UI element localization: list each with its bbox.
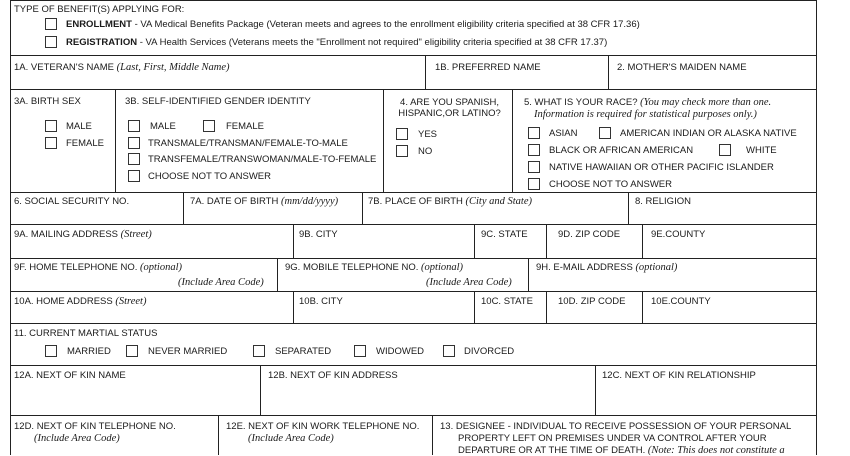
divider <box>608 55 609 89</box>
mailing-county-field[interactable] <box>651 229 705 240</box>
mailing-city-field[interactable] <box>299 229 338 240</box>
gender-transmale-label: TRANSMALE/TRANSMAN/FEMALE-TO-MALE <box>148 138 348 149</box>
gender-no-answer-checkbox[interactable] <box>128 170 140 182</box>
widowed-label: WIDOWED <box>376 346 425 357</box>
race-label-line1 <box>524 97 771 108</box>
birth-sex-female-label: FEMALE <box>66 138 105 149</box>
home-county-field[interactable] <box>651 296 711 307</box>
mobile-telephone-label: 9G. MOBILE TELEPHONE NO. <box>285 262 419 273</box>
divider <box>10 365 816 366</box>
next-of-kin-relationship-field[interactable] <box>602 370 756 381</box>
race-aian-label: AMERICAN INDIAN OR ALASKA NATIVE <box>620 128 797 139</box>
home-zip-field[interactable] <box>558 296 625 307</box>
mailing-zip-field[interactable] <box>558 229 620 240</box>
religion-field[interactable] <box>635 196 691 207</box>
divider <box>10 258 816 259</box>
divider <box>293 291 294 323</box>
mobile-telephone-hint: (Include Area Code) <box>426 277 512 288</box>
divider <box>10 224 816 225</box>
divider <box>362 192 363 224</box>
divorced-label: DIVORCED <box>464 346 515 357</box>
designee-label-line1: 13. DESIGNEE - INDIVIDUAL TO RECEIVE POSSESSION OF YOUR PERSONAL <box>440 421 792 432</box>
gender-identity-label: 3B. SELF-IDENTIFIED GENDER IDENTITY <box>125 96 311 107</box>
divider <box>512 89 513 192</box>
veteran-name-hint: (Last, First, Middle Name) <box>116 62 230 73</box>
divider <box>432 415 433 455</box>
divider <box>425 55 426 89</box>
race-no-answer-label: CHOOSE NOT TO ANSWER <box>549 179 672 190</box>
designee-label-line3 <box>458 445 785 456</box>
widowed-checkbox[interactable] <box>354 345 366 357</box>
divider <box>474 224 475 258</box>
race-no-answer-checkbox[interactable] <box>528 178 540 190</box>
place-of-birth-label: 7B. PLACE OF BIRTH <box>368 196 463 207</box>
divider <box>528 258 529 291</box>
dob-hint: (mm/dd/yyyy) <box>280 196 339 207</box>
divider <box>10 192 816 193</box>
race-label: 5. WHAT IS YOUR RACE? <box>524 97 638 108</box>
enrollment-checkbox[interactable] <box>45 18 57 30</box>
enrollment-description: - VA Medical Benefits Package (Veteran meets and agrees to the enrollment eligibility criteria specified at 38 CFR 17.36) <box>131 19 640 30</box>
race-asian-label: ASIAN <box>549 128 578 139</box>
divider <box>115 89 116 192</box>
mobile-telephone-field[interactable] <box>285 262 463 273</box>
gender-transfemale-checkbox[interactable] <box>128 153 140 165</box>
place-of-birth-field[interactable] <box>368 196 532 207</box>
never-married-checkbox[interactable] <box>126 345 138 357</box>
gender-transmale-checkbox[interactable] <box>128 137 140 149</box>
race-nhpi-checkbox[interactable] <box>528 161 540 173</box>
place-of-birth-hint: (City and State) <box>465 196 532 207</box>
divider <box>10 291 816 292</box>
next-of-kin-relationship-label: 12C. NEXT OF KIN RELATIONSHIP <box>602 370 756 381</box>
home-telephone-hint: (Include Area Code) <box>178 277 264 288</box>
race-asian-checkbox[interactable] <box>528 127 540 139</box>
home-state-field[interactable] <box>481 296 533 307</box>
next-of-kin-name-field[interactable] <box>14 370 126 381</box>
gender-female-label: FEMALE <box>226 121 265 132</box>
home-telephone-label: 9F. HOME TELEPHONE NO. <box>14 262 138 273</box>
divider <box>642 224 643 258</box>
divider <box>10 55 816 56</box>
home-city-label: 10B. CITY <box>299 296 343 307</box>
birth-sex-male-checkbox[interactable] <box>45 120 57 132</box>
separated-label: SEPARATED <box>275 346 332 357</box>
email-label: 9H. E-MAIL ADDRESS <box>536 262 633 273</box>
divider <box>546 291 547 323</box>
spanish-no-checkbox[interactable] <box>396 145 408 157</box>
divider <box>10 89 816 90</box>
next-of-kin-address-field[interactable] <box>268 370 398 381</box>
veteran-name-field[interactable] <box>14 62 230 73</box>
race-hint-2: Information is required for statistical purposes only.) <box>534 109 757 120</box>
mailing-address-hint: (Street) <box>120 229 152 240</box>
spanish-label-line1: 4. ARE YOU SPANISH, <box>400 97 499 108</box>
married-label: MARRIED <box>67 346 111 357</box>
spanish-label-line2: HISPANIC,OR LATINO? <box>398 108 501 119</box>
email-optional: (optional) <box>635 262 678 273</box>
home-address-field[interactable] <box>14 296 146 307</box>
divider <box>628 192 629 224</box>
divider <box>218 415 219 455</box>
next-of-kin-telephone-field[interactable] <box>14 421 176 432</box>
registration-description: - VA Health Services (Veterans meets the "Enrollment not required" eligibility criteria specified at 38 CFR 17.37) <box>137 37 608 48</box>
race-hint-1: (You may check more than one. <box>640 97 772 108</box>
race-aian-checkbox[interactable] <box>599 127 611 139</box>
married-checkbox[interactable] <box>45 345 57 357</box>
mailing-county-label: 9E.COUNTY <box>651 229 706 240</box>
gender-transfemale-label: TRANSFEMALE/TRANSWOMAN/MALE-TO-FEMALE <box>148 154 377 165</box>
home-address-hint: (Street) <box>115 296 147 307</box>
divider <box>10 323 816 324</box>
enrollment-option <box>66 19 640 30</box>
gender-male-label: MALE <box>150 121 176 132</box>
divider <box>383 89 384 192</box>
mailing-state-field[interactable] <box>481 229 528 240</box>
enrollment-label: ENROLLMENT <box>66 19 132 30</box>
email-field[interactable] <box>536 262 677 273</box>
preferred-name-label: 1B. PREFERRED NAME <box>435 62 541 73</box>
mailing-state-label: 9C. STATE <box>481 229 528 240</box>
race-white-label: WHITE <box>746 145 777 156</box>
benefit-type-title: TYPE OF BENEFIT(S) APPLYING FOR: <box>14 4 185 15</box>
registration-label: REGISTRATION <box>66 37 138 48</box>
ssn-label: 6. SOCIAL SECURITY NO. <box>14 196 130 207</box>
designee-label-line2: PROPERTY LEFT ON PREMISES UNDER VA CONTROL AFTER YOUR <box>458 433 767 444</box>
race-white-checkbox[interactable] <box>719 144 731 156</box>
race-nhpi-label: NATIVE HAWAIIAN OR OTHER PACIFIC ISLANDER <box>549 162 774 173</box>
home-county-label: 10E.COUNTY <box>651 296 711 307</box>
next-of-kin-work-telephone-field[interactable] <box>226 421 419 432</box>
divider <box>277 258 278 291</box>
race-black-label: BLACK OR AFRICAN AMERICAN <box>549 145 694 156</box>
next-of-kin-name-label: 12A. NEXT OF KIN NAME <box>14 370 126 381</box>
mobile-telephone-optional: (optional) <box>421 262 464 273</box>
divider <box>474 291 475 323</box>
home-state-label: 10C. STATE <box>481 296 533 307</box>
mailing-zip-label: 9D. ZIP CODE <box>558 229 621 240</box>
divider <box>293 224 294 258</box>
divider <box>183 192 184 224</box>
mailing-address-field[interactable] <box>14 229 152 240</box>
birth-sex-label: 3A. BIRTH SEX <box>14 96 81 107</box>
mailing-address-label: 9A. MAILING ADDRESS <box>14 229 119 240</box>
spanish-yes-checkbox[interactable] <box>396 128 408 140</box>
spanish-yes-label: YES <box>418 129 438 140</box>
next-of-kin-telephone-label: 12D. NEXT OF KIN TELEPHONE NO. <box>14 421 176 432</box>
divider <box>260 365 261 415</box>
veteran-name-label: 1A. VETERAN'S NAME <box>14 62 115 73</box>
religion-label: 8. RELIGION <box>635 196 691 207</box>
registration-option <box>66 37 607 48</box>
mothers-maiden-name-field[interactable] <box>617 62 747 73</box>
separated-checkbox[interactable] <box>253 345 265 357</box>
mothers-maiden-name-label: 2. MOTHER'S MAIDEN NAME <box>617 62 747 73</box>
home-address-label: 10A. HOME ADDRESS <box>14 296 113 307</box>
next-of-kin-work-telephone-hint: (Include Area Code) <box>248 433 334 444</box>
spanish-no-label: NO <box>418 146 433 157</box>
registration-checkbox[interactable] <box>45 36 57 48</box>
divider <box>816 0 817 455</box>
home-zip-label: 10D. ZIP CODE <box>558 296 626 307</box>
marital-status-label: 11. CURRENT MARTIAL STATUS <box>14 328 158 339</box>
designee-label-3: DEPARTURE OR AT THE TIME OF DEATH. <box>458 445 646 456</box>
divider <box>10 0 11 455</box>
divider <box>546 224 547 258</box>
home-telephone-optional: (optional) <box>140 262 182 273</box>
next-of-kin-telephone-hint: (Include Area Code) <box>34 433 120 444</box>
home-city-field[interactable] <box>299 296 343 307</box>
next-of-kin-address-label: 12B. NEXT OF KIN ADDRESS <box>268 370 398 381</box>
gender-no-answer-label: CHOOSE NOT TO ANSWER <box>148 171 271 182</box>
divider <box>595 365 596 415</box>
ssn-field[interactable] <box>14 196 129 207</box>
divorced-checkbox[interactable] <box>443 345 455 357</box>
divider <box>10 415 816 416</box>
never-married-label: NEVER MARRIED <box>148 346 228 357</box>
mailing-city-label: 9B. CITY <box>299 229 338 240</box>
birth-sex-male-label: MALE <box>66 121 92 132</box>
gender-male-checkbox[interactable] <box>128 120 140 132</box>
home-telephone-field[interactable] <box>14 262 182 273</box>
race-black-checkbox[interactable] <box>528 144 540 156</box>
dob-label: 7A. DATE OF BIRTH <box>190 196 279 207</box>
gender-female-checkbox[interactable] <box>203 120 215 132</box>
birth-sex-female-checkbox[interactable] <box>45 137 57 149</box>
divider <box>642 291 643 323</box>
dob-field[interactable] <box>190 196 338 207</box>
next-of-kin-work-telephone-label: 12E. NEXT OF KIN WORK TELEPHONE NO. <box>226 421 420 432</box>
designee-note: (Note: This does not constitute a <box>647 445 785 456</box>
preferred-name-field[interactable] <box>435 62 541 73</box>
divider <box>10 0 816 1</box>
